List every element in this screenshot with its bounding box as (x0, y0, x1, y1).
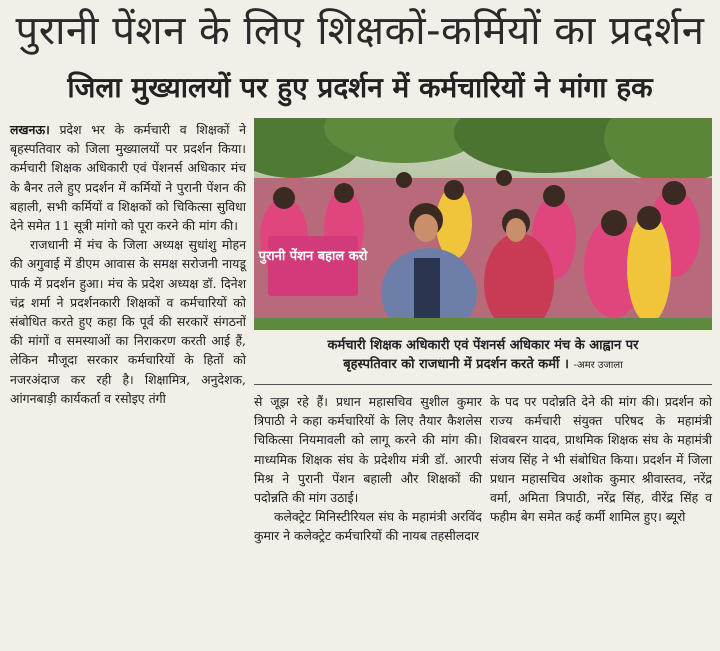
article-paragraph: से जूझ रहे हैं। प्रधान महासचिव सुशील कुमार त्रिपाठी ने कहा कर्मचारियों के लिए तैयार कैशलेस चिकित्सा नियमावली को लागू करने की मांग की। माध्यमिक शिक्षक संघ के प्रदेशीय मंत्री डॉ. आरपी मिश्र ने पुरानी पेंशन बहाली और शिक्षकों की पदोन्नति की मांग उठाई। (254, 394, 482, 506)
dateline: लखनऊ। (10, 122, 50, 137)
article-paragraph (10, 235, 246, 408)
protest-photo-illustration (254, 118, 712, 330)
protest-banner (268, 236, 358, 296)
caption-line (254, 355, 712, 375)
caption-divider (254, 384, 712, 385)
photo-credit: -अमर उजाला (573, 360, 623, 371)
headline: पुरानी पेंशन के लिए शिक्षकों-कर्मियों का प्रदर्शन (15, 8, 705, 54)
subheadline: जिला मुख्यालयों पर हुए प्रदर्शन में कर्मचारियों ने मांगा हक (67, 71, 653, 104)
article-text: राजधानी में मंच के जिला अध्यक्ष सुधांशु मोहन की अगुवाई में डीएम आवास के समक्ष सरोजनी नायडू पार्क में प्रदर्शन हुआ। मंच के प्रदेश अध्यक्ष डॉ. दिनेश चंद्र शर्मा ने प्रदर्शनकारी शिक्षकों व कर्मचारियों को संबोधित करते हुए कहा कि पूर्व की सरकारें संगठनों की मांगों व समस्याओं का निराकरण करती आई हैं, लेकिन मौजूदा सरकार कर्मचारियों के हितों को नजरअंदाज कर रही है। शिक्षामित्र, अनुदेशक, आंगनबाड़ी कार्यकर्ता व रसोइए तंगी (10, 237, 246, 406)
article-paragraph: कलेक्ट्रेट मिनिस्टीरियल संघ के महामंत्री अरविंद कुमार ने कलेक्ट्रेट कर्मचारियों की नायब तहसीलदार (254, 509, 482, 544)
article-paragraph (10, 120, 246, 235)
banner-text: पुरानी पेंशन बहाल करो (258, 249, 368, 264)
article-column-middle (254, 392, 482, 546)
article-column-left (10, 120, 246, 408)
caption-text: बृहस्पतिवार को राजधानी में प्रदर्शन करते कर्मी । (343, 357, 569, 372)
news-photo (254, 118, 712, 330)
article-text: प्रदेश भर के कर्मचारी व शिक्षकों ने बृहस्पतिवार को जिला मुख्यालयों पर प्रदर्शन किया। कर्मचारी शिक्षक अधिकारी एवं पेंशनर्स अधिकार मंच के बैनर तले हुए प्रदर्शन में कर्मियों ने पुरानी पेंशन की बहाली, सभी कर्मियों व शिक्षकों को चिकित्सा सुविधा देने समेत 11 सूत्री मांगो को पूरा करने की मांग की। (10, 122, 246, 234)
article-paragraph: के पद पर पदोन्नति देने की मांग की। प्रदर्शन को राज्य कर्मचारी संयुक्त परिषद के महामंत्री शिवबरन यादव, प्राथमिक शिक्षक संघ के महामंत्री संजय सिंह ने भी संबोधित किया। प्रदर्शन में जिला प्रधान महासचिव अशोक कुमार श्रीवास्तव, नरेंद्र वर्मा, अमिता त्रिपाठी, नरेंद्र सिंह, वीरेंद्र सिंह व फहीम बेग समेत कई कर्मी शामिल हुए। ब्यूरो (490, 394, 712, 525)
caption-line: कर्मचारी शिक्षक अधिकारी एवं पेंशनर्स अधिकार मंच के आह्वान पर (327, 338, 639, 353)
photo-caption (254, 336, 712, 375)
article-column-right (490, 392, 712, 526)
